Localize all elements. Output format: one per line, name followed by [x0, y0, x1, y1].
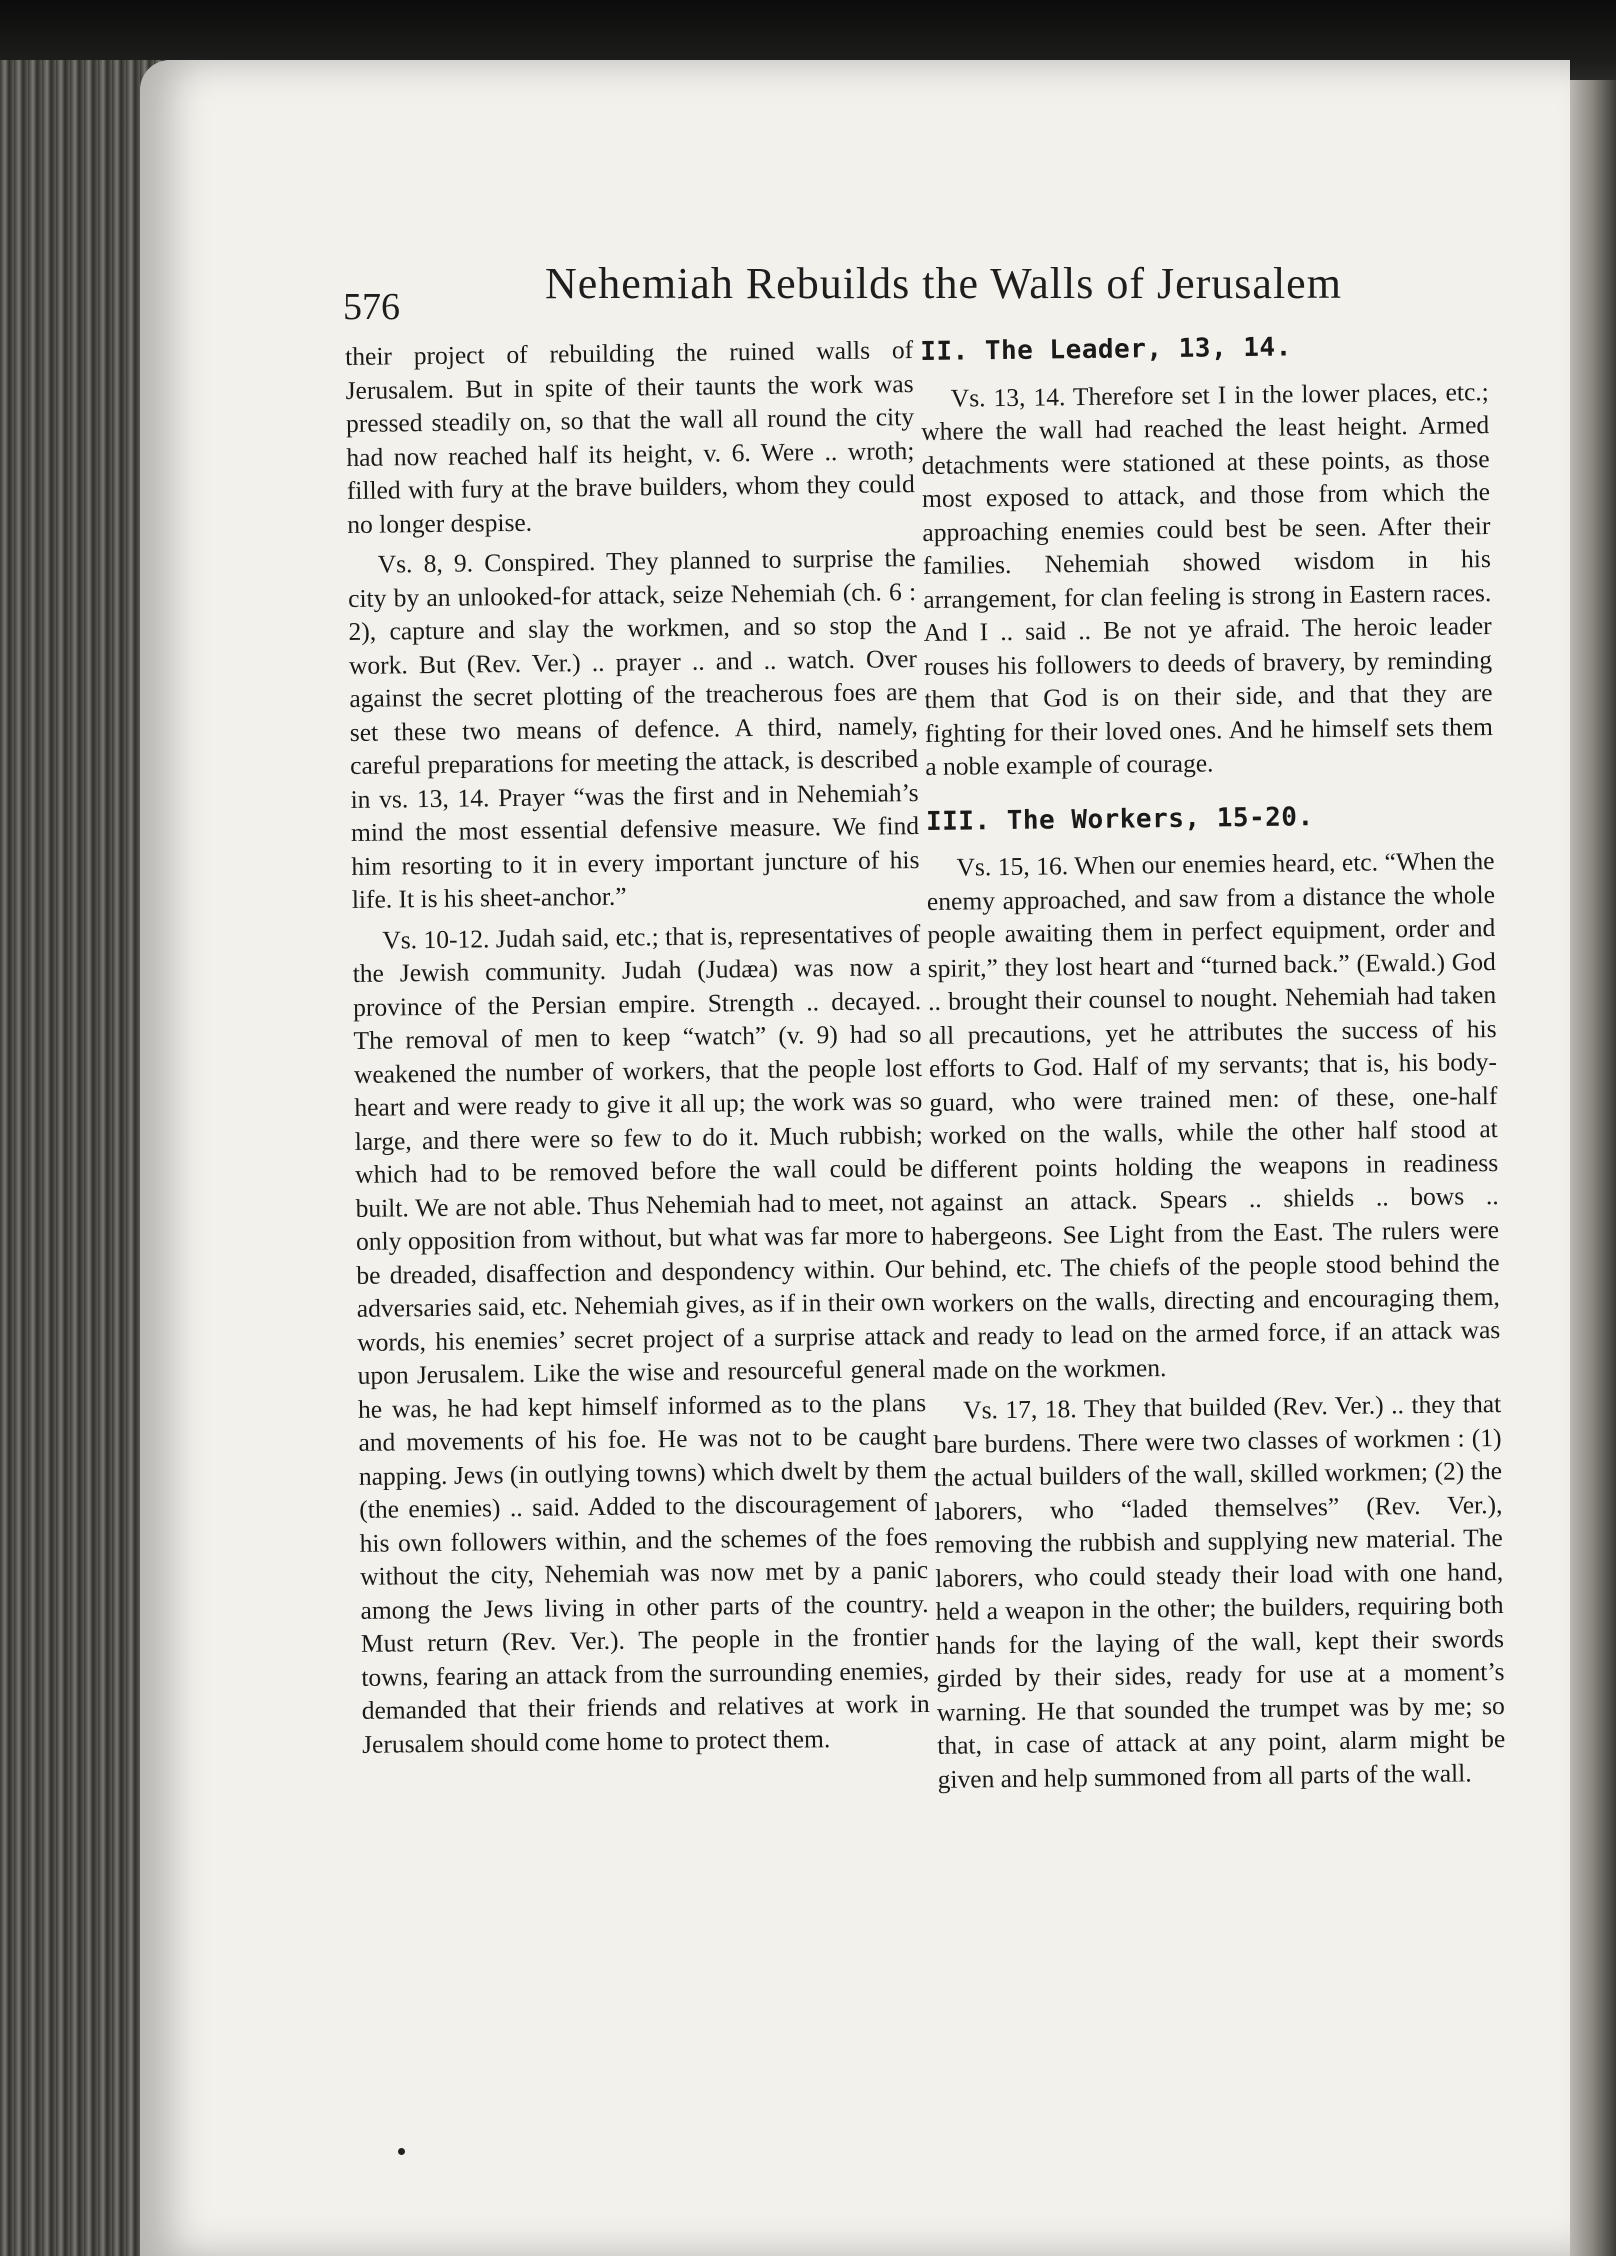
section-heading-workers: III. The Workers, 15-20.	[925, 801, 1314, 837]
paragraph-5: Vs. 15, 16. When our enemies heard, etc. “When the enemy approached, and saw from a distance the whole people awaiting them in perfect equipment, order and spirit,” they lost heart and “turned back.” (Ewald.) God .. brought their counsel to nought. Nehemiah had taken all precautions, yet he attributes the success of his efforts to God. Half of my servants; that is, his body-guard, who were trained men: of these, one-half worked on the walls, while the other half stood at different points holding the weapons in readiness against an attack. Spears .. shields .. bows .. habergeons. See Light from the East. The rulers were behind, etc. The chiefs of the people stood behind the workers on the walls, directing and encouraging them, and ready to lead on the armed force, if an attack was made on the workmen.	[926, 846, 1501, 1385]
paragraph-2: Vs. 8, 9. Conspired. They planned to surprise the city by an unlooked-for attack, seize Nehemiah (ch. 6 : 2), capture and slay the workmen, and so stop the work. But (Rev. Ver.) .. prayer .. and .. watch. Over against the secret plotting of the treacherous foes are set these two means of defence. A third, namely, careful preparations for meeting the attack, is described in vs. 13, 14. Prayer “was the first and in Nehemiah’s mind the most essential defensive measure. We find him resorting to it in every important juncture of his life. It is his sheet-anchor.”	[347, 543, 920, 914]
right-column	[920, 325, 1506, 1803]
left-column	[345, 333, 930, 1768]
paragraph-6: Vs. 17, 18. They that builded (Rev. Ver.) .. they that bare burdens. There were two classes of workmen : (1) the actual builders of the wall, skilled workmen; (2) the laborers, who “laded themselves” (Rev. Ver.), removing the rubbish and supplying new material. The laborers, who could steady their load with one hand, held a weapon in the other; the builders, requiring both hands for the laying of the wall, kept their swords girded by their sides, ready for use at a moment’s warning. He that sounded the trumpet was by me; so that, in case of attack at any point, alarm might be given and help summoned from all parts of the wall.	[933, 1388, 1506, 1794]
section-heading-leader: II. The Leader, 13, 14.	[920, 332, 1292, 367]
paragraph-3: Vs. 10-12. Judah said, etc.; that is, representatives of the Jewish community. Judah (Judæa) was now a province of the Persian empire. Strength .. decayed. The removal of men to keep “watch” (v. 9) had so weakened the number of workers, that the people lost heart and were ready to give it all up; the work was so large, and there were so few to do it. Much rubbish; which had to be removed before the wall could be built. We are not able. Thus Nehemiah had to meet, not only opposition from without, but what was far more to be dreaded, disaffection and despondency within. Our adversaries said, etc. Nehemiah gives, as if in their own words, his enemies’ secret project of a surprise attack upon Jerusalem. Like the wise and resourceful general he was, he had kept himself informed as to the plans and movements of his foe. He was not to be caught napping. Jews (in outlying towns) which dwelt by them (the enemies) .. said. Added to the discouragement of his own followers within, and the schemes of the foes without the city, Nehemiah was now met by a panic among the Jews living in other parts of the country. Must return (Rev. Ver.). The people in the frontier towns, fearing an attack from the surrounding enemies, demanded that their friends and relatives at work in Jerusalem should come home to protect them.	[352, 918, 930, 1759]
paragraph-1: their project of rebuilding the ruined walls of Jerusalem. But in spite of their taunts the work was pressed steadily on, so that the wall all round the city had now reached half its height, v. 6. Were .. wroth; filled with fury at the brave builders, whom they could no longer despise.	[345, 335, 915, 539]
page-number: 576	[343, 286, 400, 328]
ink-speck	[398, 2148, 405, 2155]
paragraph-4: Vs. 13, 14. Therefore set I in the lower places, etc.; where the wall had reached the least height. Armed detachments were stationed at these points, as those most exposed to attack, and those from which the approaching enemies could best be seen. After their families. Nehemiah showed wisdom in his arrangement, for clan feeling is strong in Eastern races. And I .. said .. Be not ye afraid. The heroic leader rouses his followers to deeds of bravery, by reminding them that God is on their side, and that they are fighting for their loved ones. And he himself sets them a noble example of courage.	[921, 376, 1494, 781]
running-head: Nehemiah Rebuilds the Walls of Jerusalem	[545, 259, 1342, 308]
